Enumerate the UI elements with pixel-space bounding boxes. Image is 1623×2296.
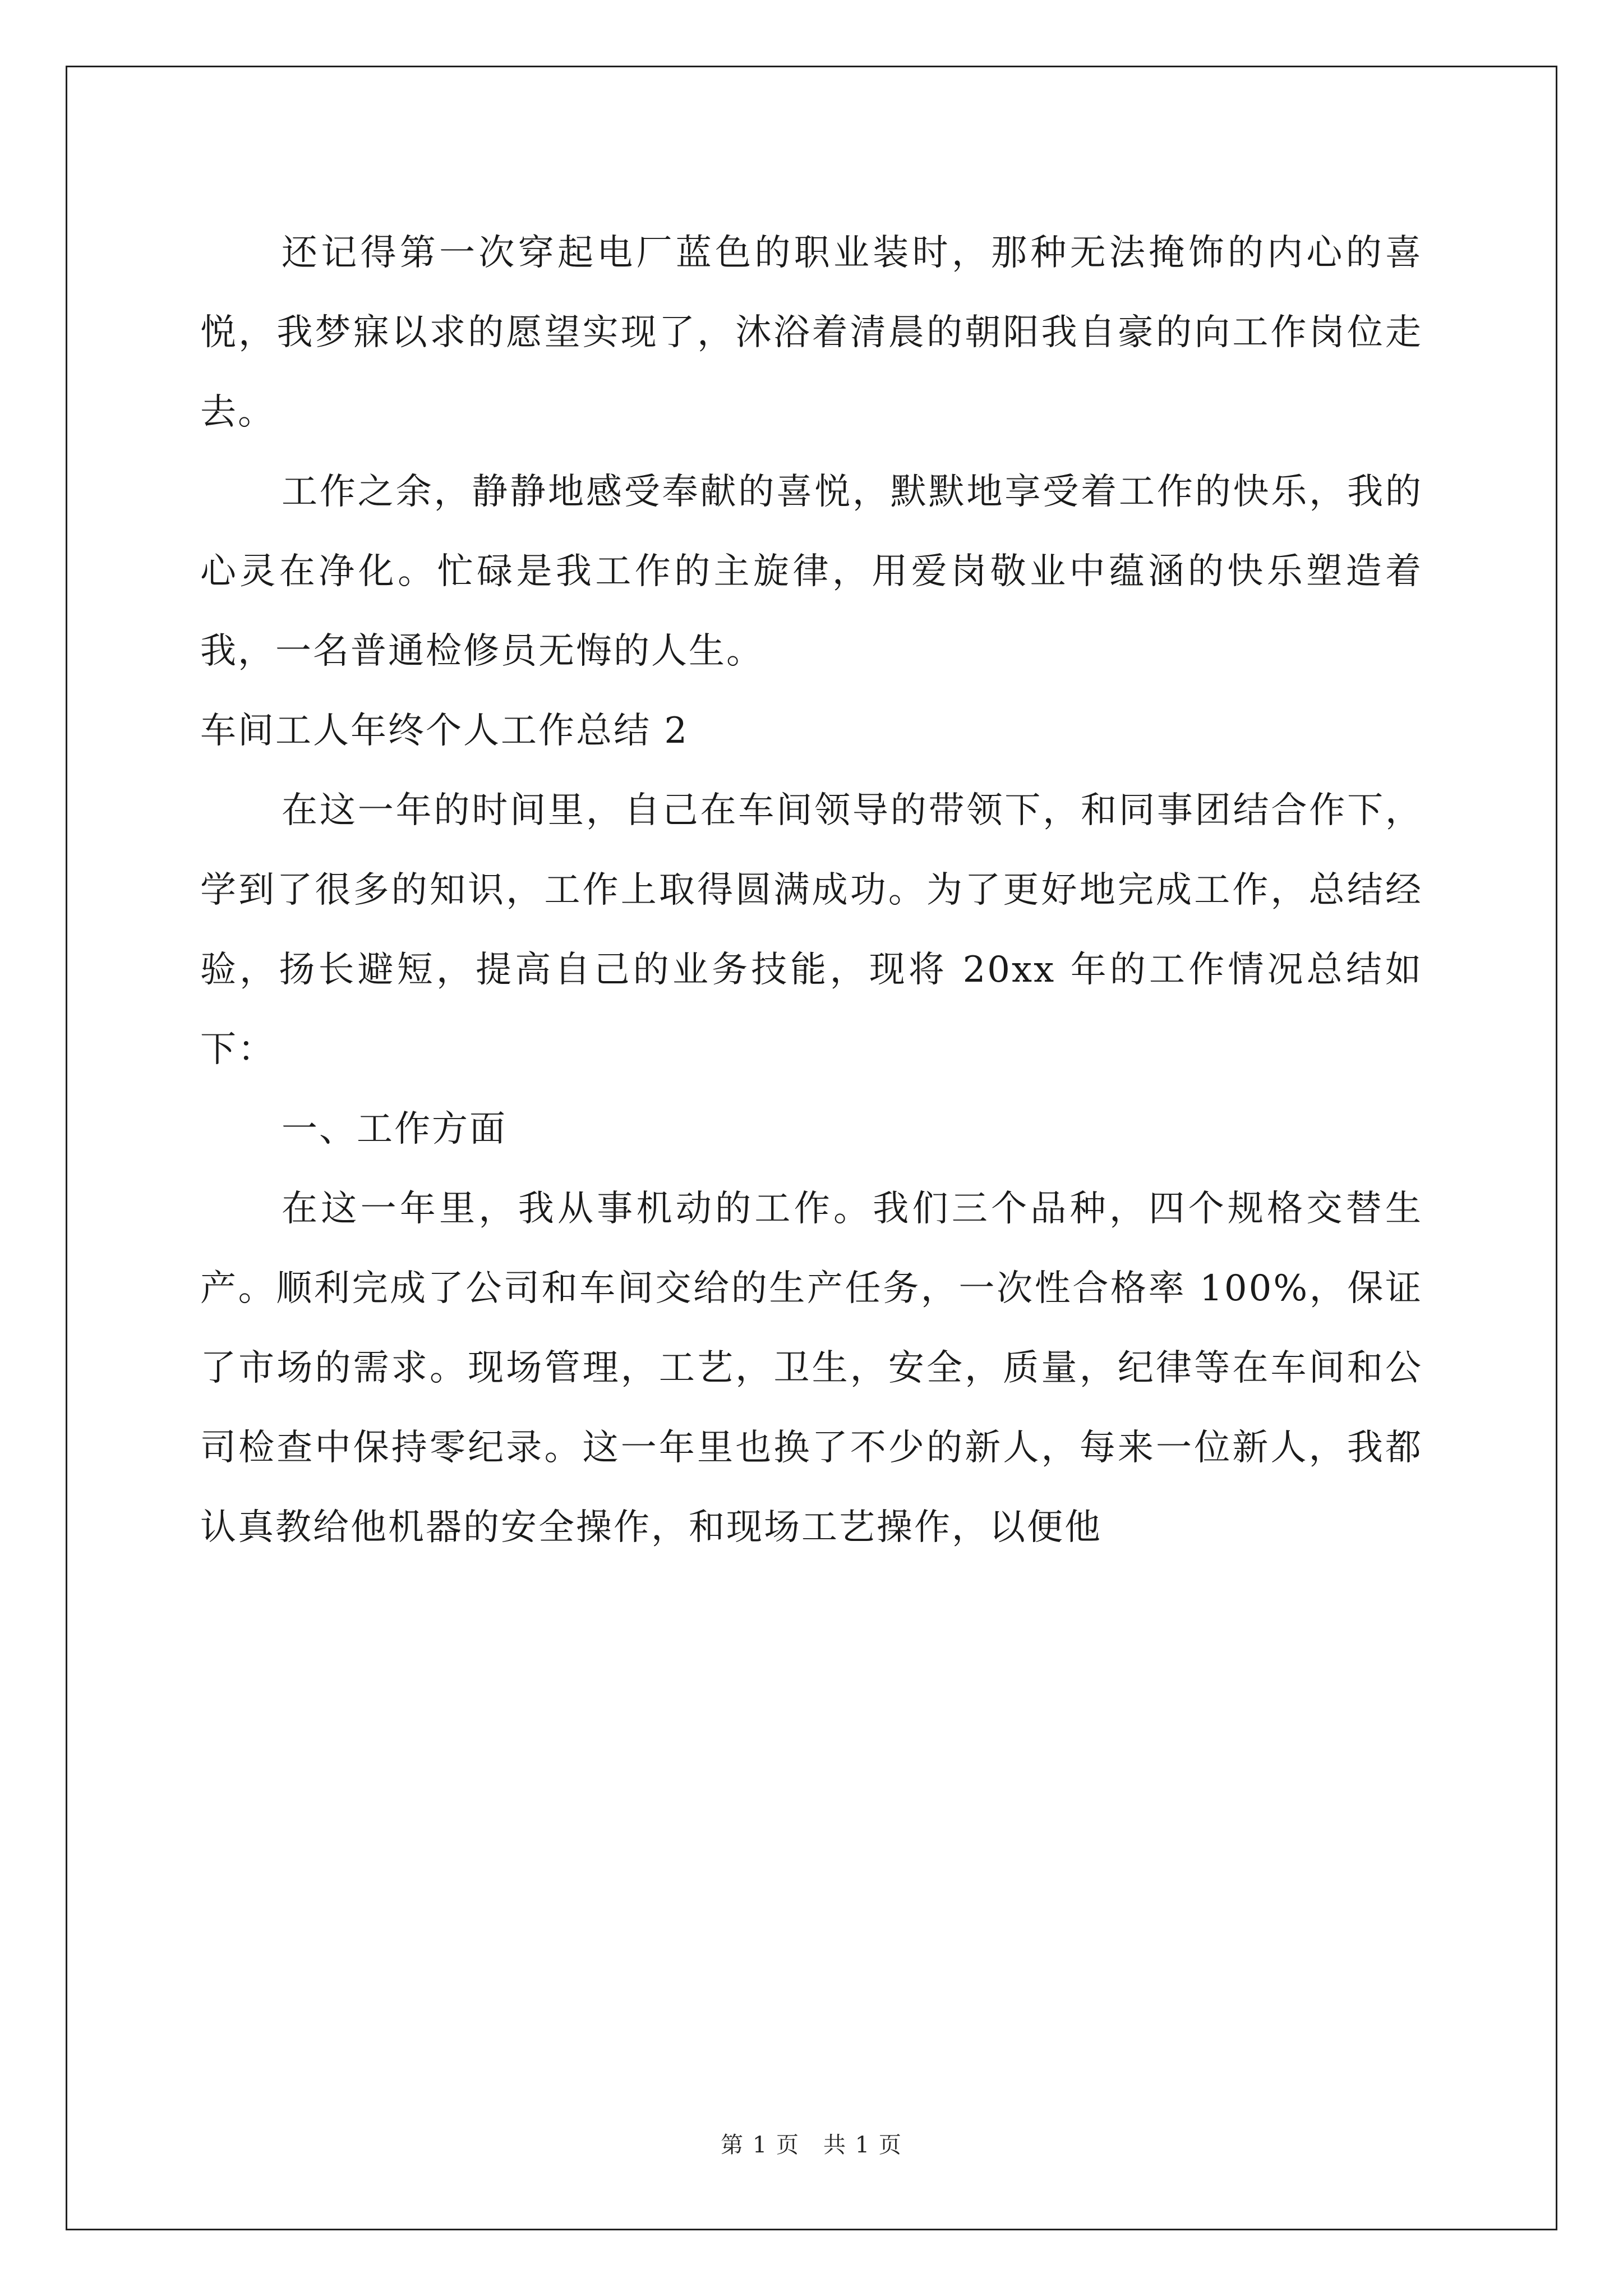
- paragraph-3: 在这一年的时间里，自己在车间领导的带领下，和同事团结合作下，学到了很多的知识，工作上取得圆满成功。为了更好地完成工作，总结经验，扬长避短，提高自己的业务技能，现将 20xx 年的工作情况总结如下：: [200, 790, 1423, 1070]
- paragraph-1: 还记得第一次穿起电厂蓝色的职业装时，那种无法掩饰的内心的喜悦，我梦寐以求的愿望实现了，沐浴着清晨的朝阳我自豪的向工作岗位走去。: [200, 232, 1423, 433]
- subheading-work: 一、工作方面: [282, 1108, 507, 1150]
- paragraph-2: 工作之余，静静地感受奉献的喜悦，默默地享受着工作的快乐，我的心灵在净化。忙碌是我工作的主旋律，用爱岗敬业中蕴涵的快乐塑造着我，一名普通检修员无悔的人生。: [200, 471, 1423, 672]
- paragraph-4: 在这一年里，我从事机动的工作。我们三个品种，四个规格交替生产。顺利完成了公司和车间交给的生产任务，一次性合格率 100%，保证了市场的需求。现场管理，工艺，卫生，安全，质量，纪律等在车间和公司检查中保持零纪录。这一年里也换了不少的新人，每来一位新人，我都认真教给他机器的安全操作，和现场工艺操作，以便他: [200, 1188, 1423, 1548]
- section-title: 车间工人年终个人工作总结 2: [200, 710, 689, 752]
- page-number-footer: 第 1 页 共 1 页: [721, 2132, 902, 2158]
- document-body: [200, 213, 1423, 1567]
